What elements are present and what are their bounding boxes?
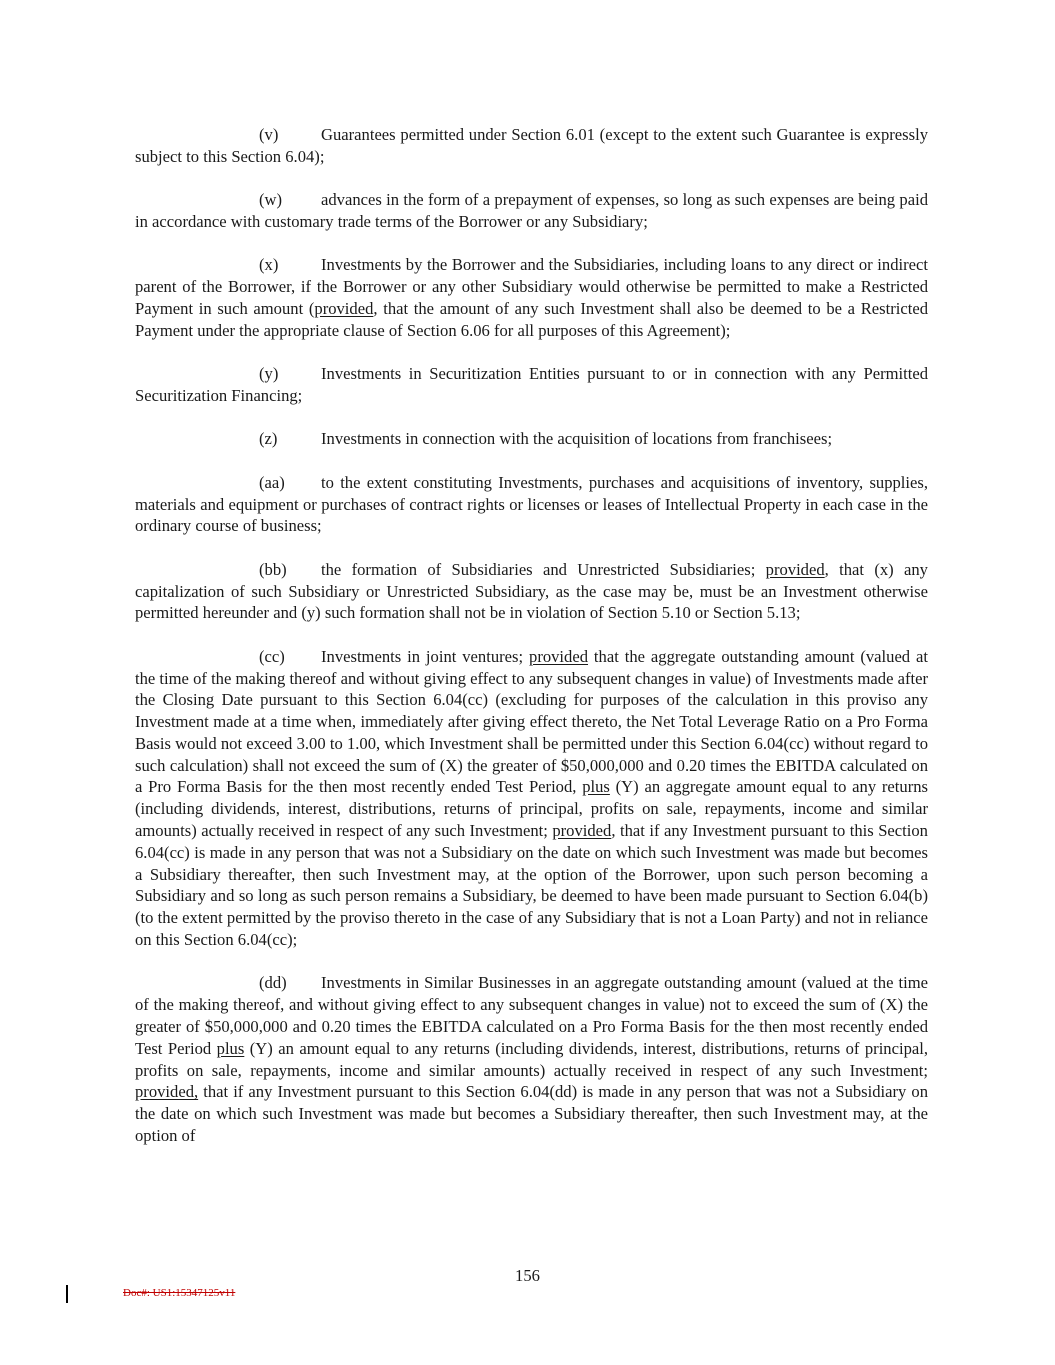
clause-text: (Y) an amount equal to any returns (including dividends, interest, distributions, returns of principal, profits on sale, repayments, income and similar amounts) actually received in respect of any such Investment; bbox=[135, 1038, 929, 1080]
document-id: Doc#: US1:15347125v11 bbox=[123, 1287, 236, 1299]
underlined-term: provided bbox=[765, 559, 825, 579]
clause-text: Investments in connection with the acquisition of locations from franchisees; bbox=[321, 429, 833, 449]
clause-x bbox=[135, 254, 928, 341]
revision-change-bar bbox=[66, 1285, 68, 1303]
clause-text: , that if any Investment pursuant to this Section 6.04(cc) is made in any person that was not a Subsidiary on the date on which such Investment was made but becomes a Subsidiary thereafter, then such Investment may, at the option of the Borrower, upon such person becoming a Subsidiary and so long as such person remains a Subsidiary, be deemed to have been made pursuant to Section 6.04(b) (to the extent permitted by the proviso thereto in the case of any Subsidiary that is not a Loan Party) and not in reliance on this Section 6.04(cc); bbox=[135, 821, 928, 950]
clause-text: advances in the form of a prepayment of expenses, so long as such expenses are being paid in accordance with customary trade terms of the Borrower or any Subsidiary; bbox=[135, 190, 928, 231]
clause-label: (z) bbox=[259, 429, 278, 449]
page-number: 156 bbox=[515, 1266, 540, 1285]
clause-text: that the aggregate outstanding amount (valued at the time of the making thereof and without giving effect to any subsequent changes in value) of Investments made after the Closing Date pursuant to this Section 6.04(cc) (excluding for purposes of the calculation in this proviso any Investment made at a time when, immediately after giving effect thereto, the Net Total Leverage Ratio on a Pro Forma Basis would not exceed 3.00 to 1.00, which Investment shall be permitted under this Section 6.04(cc) without regard to such calculation) shall not exceed the sum of (X) the greater of $50,000,000 and 0.20 times the EBITDA calculated on a Pro Forma Basis for the then most recently ended Test Period, bbox=[135, 646, 928, 797]
clause-label: (w) bbox=[259, 190, 283, 210]
clause-y bbox=[135, 363, 928, 407]
clause-label: (bb) bbox=[259, 559, 287, 579]
underlined-term: plus bbox=[582, 777, 610, 797]
underlined-term: provided bbox=[552, 821, 612, 841]
underlined-term: plus bbox=[216, 1038, 245, 1058]
clause-z bbox=[135, 428, 928, 450]
clause-aa bbox=[135, 472, 928, 537]
clause-text: the formation of Subsidiaries and Unrestricted Subsidiaries; bbox=[321, 559, 766, 579]
clause-cc bbox=[135, 646, 928, 951]
clause-label: (cc) bbox=[259, 646, 285, 666]
clause-text: to the extent constituting Investments, purchases and acquisitions of inventory, supplies, materials and equipment or purchases of contract rights or licenses or leases of Intellectual Property in each case in the ordinary course of business; bbox=[135, 472, 928, 536]
clause-text: Investments in Securitization Entities pursuant to or in connection with any Permitted Securitization Financing; bbox=[135, 364, 928, 405]
clause-label: (dd) bbox=[259, 973, 287, 993]
underlined-term: provided bbox=[314, 298, 374, 318]
clause-text: Investments in joint ventures; bbox=[321, 646, 530, 666]
underlined-term: provided, bbox=[135, 1082, 199, 1102]
clause-text: (Y) an aggregate amount equal to any returns (including dividends, interest, distributions, returns of principal, profits on sale, repayments, income and similar amounts) actually received in respect of any such Investment; bbox=[135, 777, 928, 841]
clause-label: (v) bbox=[259, 125, 279, 144]
clause-w bbox=[135, 189, 928, 233]
clause-label: (aa) bbox=[259, 472, 285, 492]
clause-text: Investments by the Borrower and the Subsidiaries, including loans to any direct or indirect parent of the Borrower, if the Borrower or any other Subsidiary would otherwise be permitted to make a Restricted Payment in such amount ( bbox=[135, 255, 928, 318]
clause-text: Guarantees permitted under Section 6.01 (except to the extent such Guarantee is expressly subject to this Section 6.04); bbox=[135, 125, 928, 166]
clause-text: , that the amount of any such Investment shall also be deemed to be a Restricted Payment under the appropriate clause of Section 6.06 for all purposes of this Agreement); bbox=[135, 298, 928, 340]
clause-text: , that (x) any capitalization of such Subsidiary or Unrestricted Subsidiary, as the case may be, must be an Investment otherwise permitted hereunder and (y) such formation shall not be in violation of Section 5.10 or Section 5.13; bbox=[135, 559, 928, 623]
clause-bb bbox=[135, 559, 928, 624]
clause-v bbox=[135, 124, 928, 168]
clause-label: (y) bbox=[259, 364, 279, 384]
clause-label: (x) bbox=[259, 255, 279, 275]
clause-dd bbox=[135, 972, 928, 1146]
clause-text: that if any Investment pursuant to this Section 6.04(dd) is made in any person that was not a Subsidiary on the date on which such Investment was made but becomes a Subsidiary thereafter, then such Investment may, at the option of bbox=[135, 1082, 928, 1146]
clause-text: Investments in Similar Businesses in an aggregate outstanding amount (valued at the time of the making thereof, and without giving effect to any subsequent changes in value) not to exceed the sum of (X) the greater of $50,000,000 and 0.20 times the EBITDA calculated on a Pro Forma Basis for the then most recently ended Test Period bbox=[135, 973, 928, 1058]
document-body bbox=[135, 124, 928, 1168]
underlined-term: provided bbox=[529, 646, 589, 666]
